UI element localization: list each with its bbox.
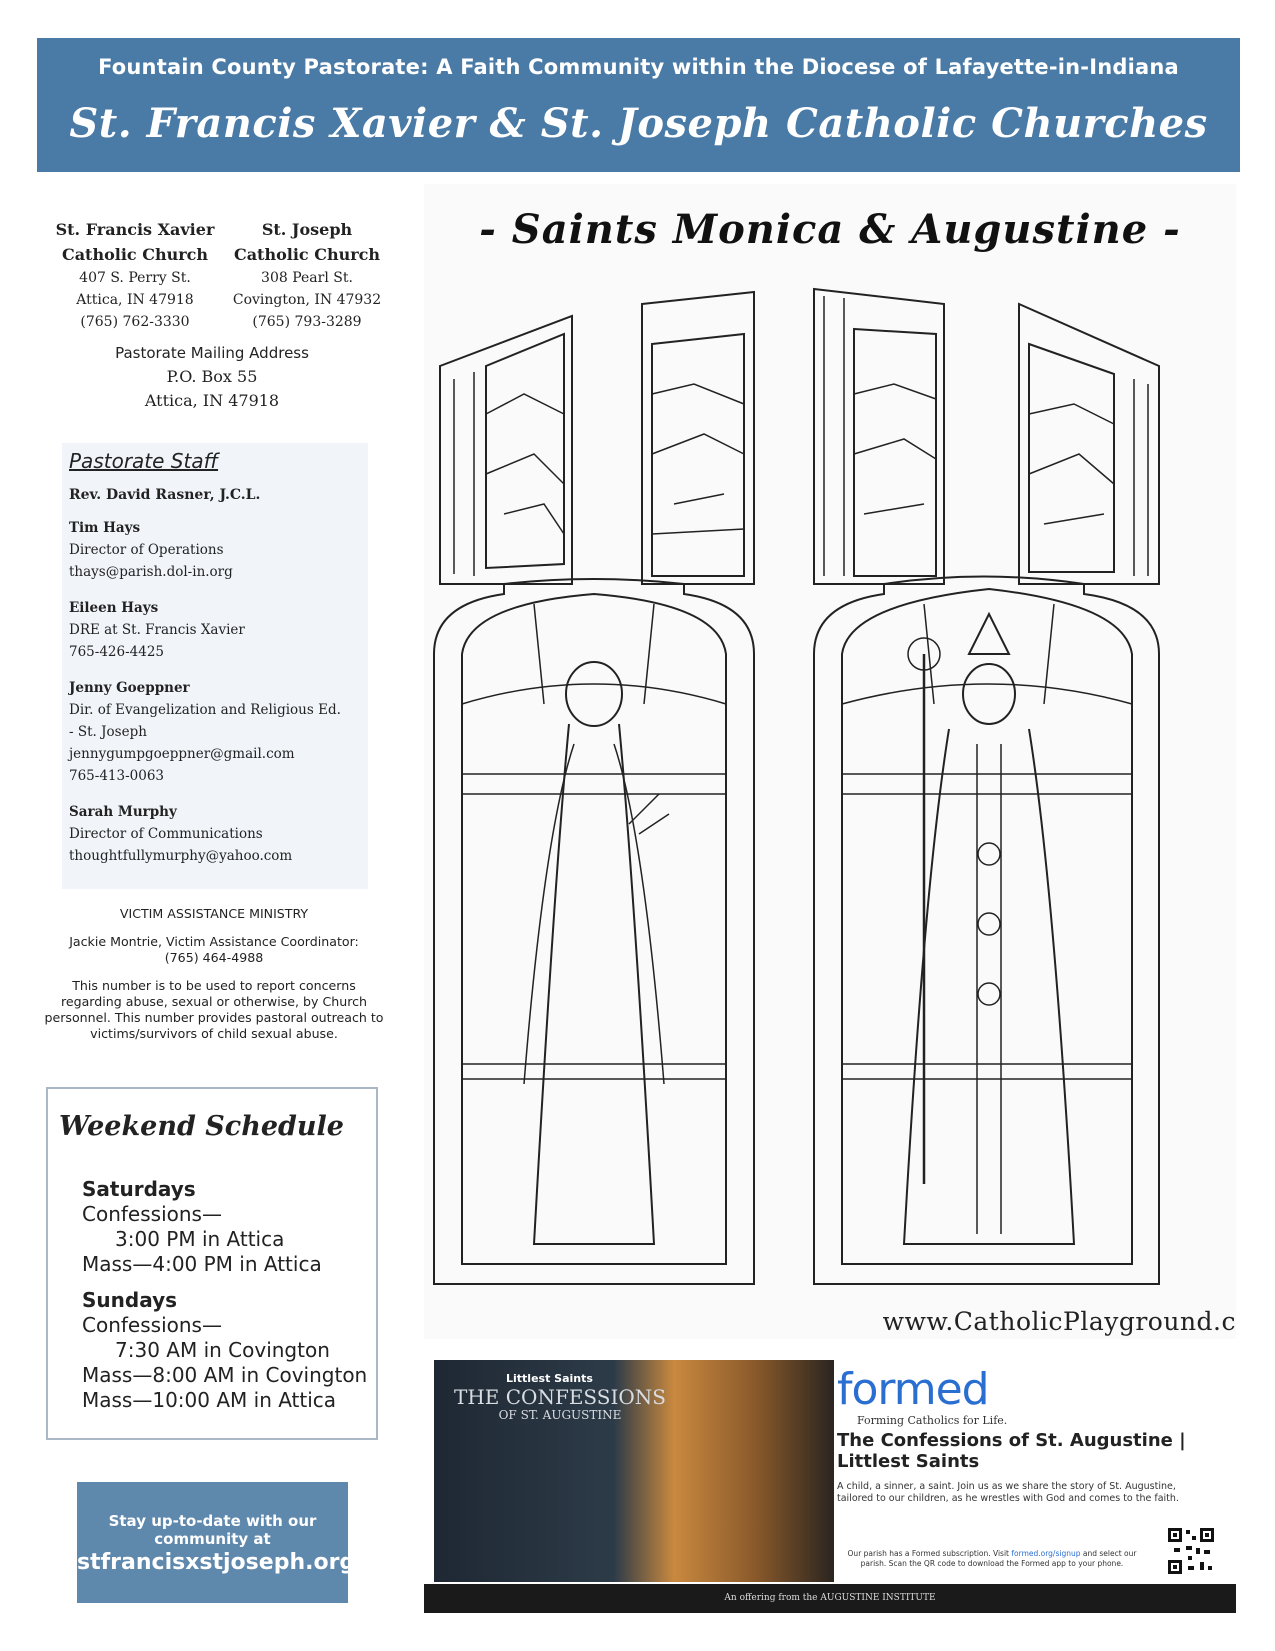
website-callout[interactable] bbox=[77, 1482, 366, 1603]
upper-window-center-left bbox=[642, 292, 754, 584]
staff-email[interactable]: thays@parish.dol-in.org bbox=[69, 564, 233, 580]
staff-member bbox=[69, 517, 368, 583]
schedule-heading: Weekend Schedule bbox=[59, 1111, 344, 1142]
website-link[interactable]: stfrancisxstjoseph.org! bbox=[77, 1550, 366, 1575]
ad-image-title-line1: THE CONFESSIONS bbox=[454, 1385, 666, 1409]
ad-image-title bbox=[454, 1385, 666, 1424]
coloring-title: - Saints Monica & Augustine - bbox=[479, 206, 1181, 253]
ad-footer: An offering from the AUGUSTINE INSTITUTE bbox=[424, 1584, 1236, 1613]
schedule-item: 7:30 AM in Covington bbox=[115, 1338, 330, 1362]
staff-role: DRE at St. Francis Xavier bbox=[69, 622, 245, 638]
ad-image-title-line2: OF ST. AUGUSTINE bbox=[498, 1408, 622, 1422]
ad-note bbox=[837, 1549, 1147, 1569]
schedule-item: Mass—4:00 PM in Attica bbox=[82, 1252, 322, 1276]
ad-note-b: and select our parish. Scan the QR code to download the Formed app to your phone. bbox=[860, 1549, 1137, 1568]
staff-role-line2: - St. Joseph bbox=[69, 724, 147, 740]
mailing-box: P.O. Box 55 bbox=[166, 367, 258, 386]
staff-member bbox=[69, 801, 368, 867]
pastor-name: Rev. David Rasner, J.C.L. bbox=[69, 487, 261, 503]
page-title: St. Francis Xavier & St. Joseph Catholic Churches bbox=[69, 100, 1208, 147]
formed-signup-link[interactable]: formed.org/signup bbox=[1011, 1549, 1081, 1558]
schedule-item: Confessions— bbox=[82, 1202, 222, 1226]
church-name: St. Joseph bbox=[261, 220, 353, 239]
ad-note-a: Our parish has a Formed subscription. Visit bbox=[847, 1549, 1009, 1558]
church-street: 407 S. Perry St. bbox=[79, 270, 191, 286]
callout-text: Stay up-to-date with our community at bbox=[108, 1512, 317, 1548]
lower-window-monica bbox=[434, 579, 754, 1284]
pastorate-subtitle: Fountain County Pastorate: A Faith Community within the Diocese of Lafayette-in-Indiana bbox=[98, 55, 1179, 79]
formed-logo: formed bbox=[837, 1364, 989, 1415]
church-name-line2: Catholic Church bbox=[61, 245, 209, 264]
staff-heading: Pastorate Staff bbox=[69, 449, 219, 473]
staff-role: Director of Operations bbox=[69, 542, 224, 558]
ad-headline: The Confessions of St. Augustine | Littlest Saints bbox=[837, 1430, 1186, 1472]
lower-window-augustine bbox=[814, 577, 1159, 1285]
ad-description: A child, a sinner, a saint. Join us as we share the story of St. Augustine, tailored to our children, as he wrestles with God and comes to the faith. bbox=[837, 1481, 1179, 1504]
schedule-item: Mass—10:00 AM in Attica bbox=[82, 1388, 337, 1412]
staff-name: Tim Hays bbox=[69, 520, 141, 536]
victim-assistance bbox=[44, 906, 384, 1054]
mailing-label: Pastorate Mailing Address bbox=[115, 344, 309, 362]
formed-ad[interactable] bbox=[424, 1360, 1236, 1613]
staff-name: Jenny Goeppner bbox=[69, 680, 190, 696]
church-street: 308 Pearl St. bbox=[261, 270, 353, 286]
staff-member bbox=[69, 677, 368, 787]
ad-image bbox=[434, 1360, 834, 1582]
victim-heading: VICTIM ASSISTANCE MINISTRY bbox=[119, 906, 309, 921]
church-city: Attica, IN 47918 bbox=[76, 292, 194, 308]
upper-window-center-right bbox=[814, 289, 944, 584]
church-name-line2: Catholic Church bbox=[233, 245, 381, 264]
coloring-page bbox=[424, 184, 1236, 1339]
church-st-joseph bbox=[212, 217, 402, 333]
staff-phone: 765-413-0063 bbox=[69, 768, 165, 784]
ad-image-small-title: Littlest Saints bbox=[506, 1372, 593, 1385]
staff-name: Sarah Murphy bbox=[69, 804, 177, 820]
mailing-address bbox=[62, 341, 362, 413]
staff-member bbox=[69, 597, 368, 663]
qr-code-icon[interactable] bbox=[1166, 1526, 1216, 1576]
church-name: St. Francis Xavier bbox=[55, 220, 215, 239]
victim-note: This number is to be used to report concerns regarding abuse, sexual or otherwise, by Church personnel. This number provides pastoral outreach to victims/survivors of child sexual abuse. bbox=[44, 978, 384, 1041]
staff-phone: 765-426-4425 bbox=[69, 644, 165, 660]
schedule-item: 3:00 PM in Attica bbox=[115, 1227, 285, 1251]
staff-email[interactable]: thoughtfullymurphy@yahoo.com bbox=[69, 848, 293, 864]
header-banner bbox=[37, 38, 1240, 172]
staff-role: Director of Communications bbox=[69, 826, 263, 842]
staff-role: Dir. of Evangelization and Religious Ed. bbox=[69, 702, 341, 718]
church-phone: (765) 793-3289 bbox=[252, 314, 362, 330]
stained-glass-illustration bbox=[424, 184, 1236, 1339]
staff-email[interactable]: jennygumpgoeppner@gmail.com bbox=[69, 746, 295, 762]
victim-phone: (765) 464-4988 bbox=[164, 950, 264, 965]
schedule-day-sunday: Sundays bbox=[82, 1288, 178, 1312]
coloring-watermark: www.CatholicPlayground.c bbox=[882, 1307, 1236, 1336]
victim-coordinator: Jackie Montrie, Victim Assistance Coordinator: bbox=[69, 934, 359, 949]
church-city: Covington, IN 47932 bbox=[232, 292, 382, 308]
schedule-item: Confessions— bbox=[82, 1313, 222, 1337]
staff-panel bbox=[62, 443, 368, 889]
mailing-city: Attica, IN 47918 bbox=[144, 391, 280, 410]
upper-window-right bbox=[1019, 304, 1159, 584]
upper-window-left bbox=[440, 316, 572, 584]
weekend-schedule bbox=[46, 1087, 378, 1440]
church-st-francis-xavier bbox=[40, 217, 230, 333]
schedule-day-saturday: Saturdays bbox=[82, 1177, 196, 1201]
church-phone: (765) 762-3330 bbox=[80, 314, 190, 330]
schedule-body bbox=[82, 1177, 367, 1413]
staff-name: Eileen Hays bbox=[69, 600, 159, 616]
formed-tagline: Forming Catholics for Life. bbox=[857, 1414, 1008, 1427]
schedule-item: Mass—8:00 AM in Covington bbox=[82, 1363, 368, 1387]
